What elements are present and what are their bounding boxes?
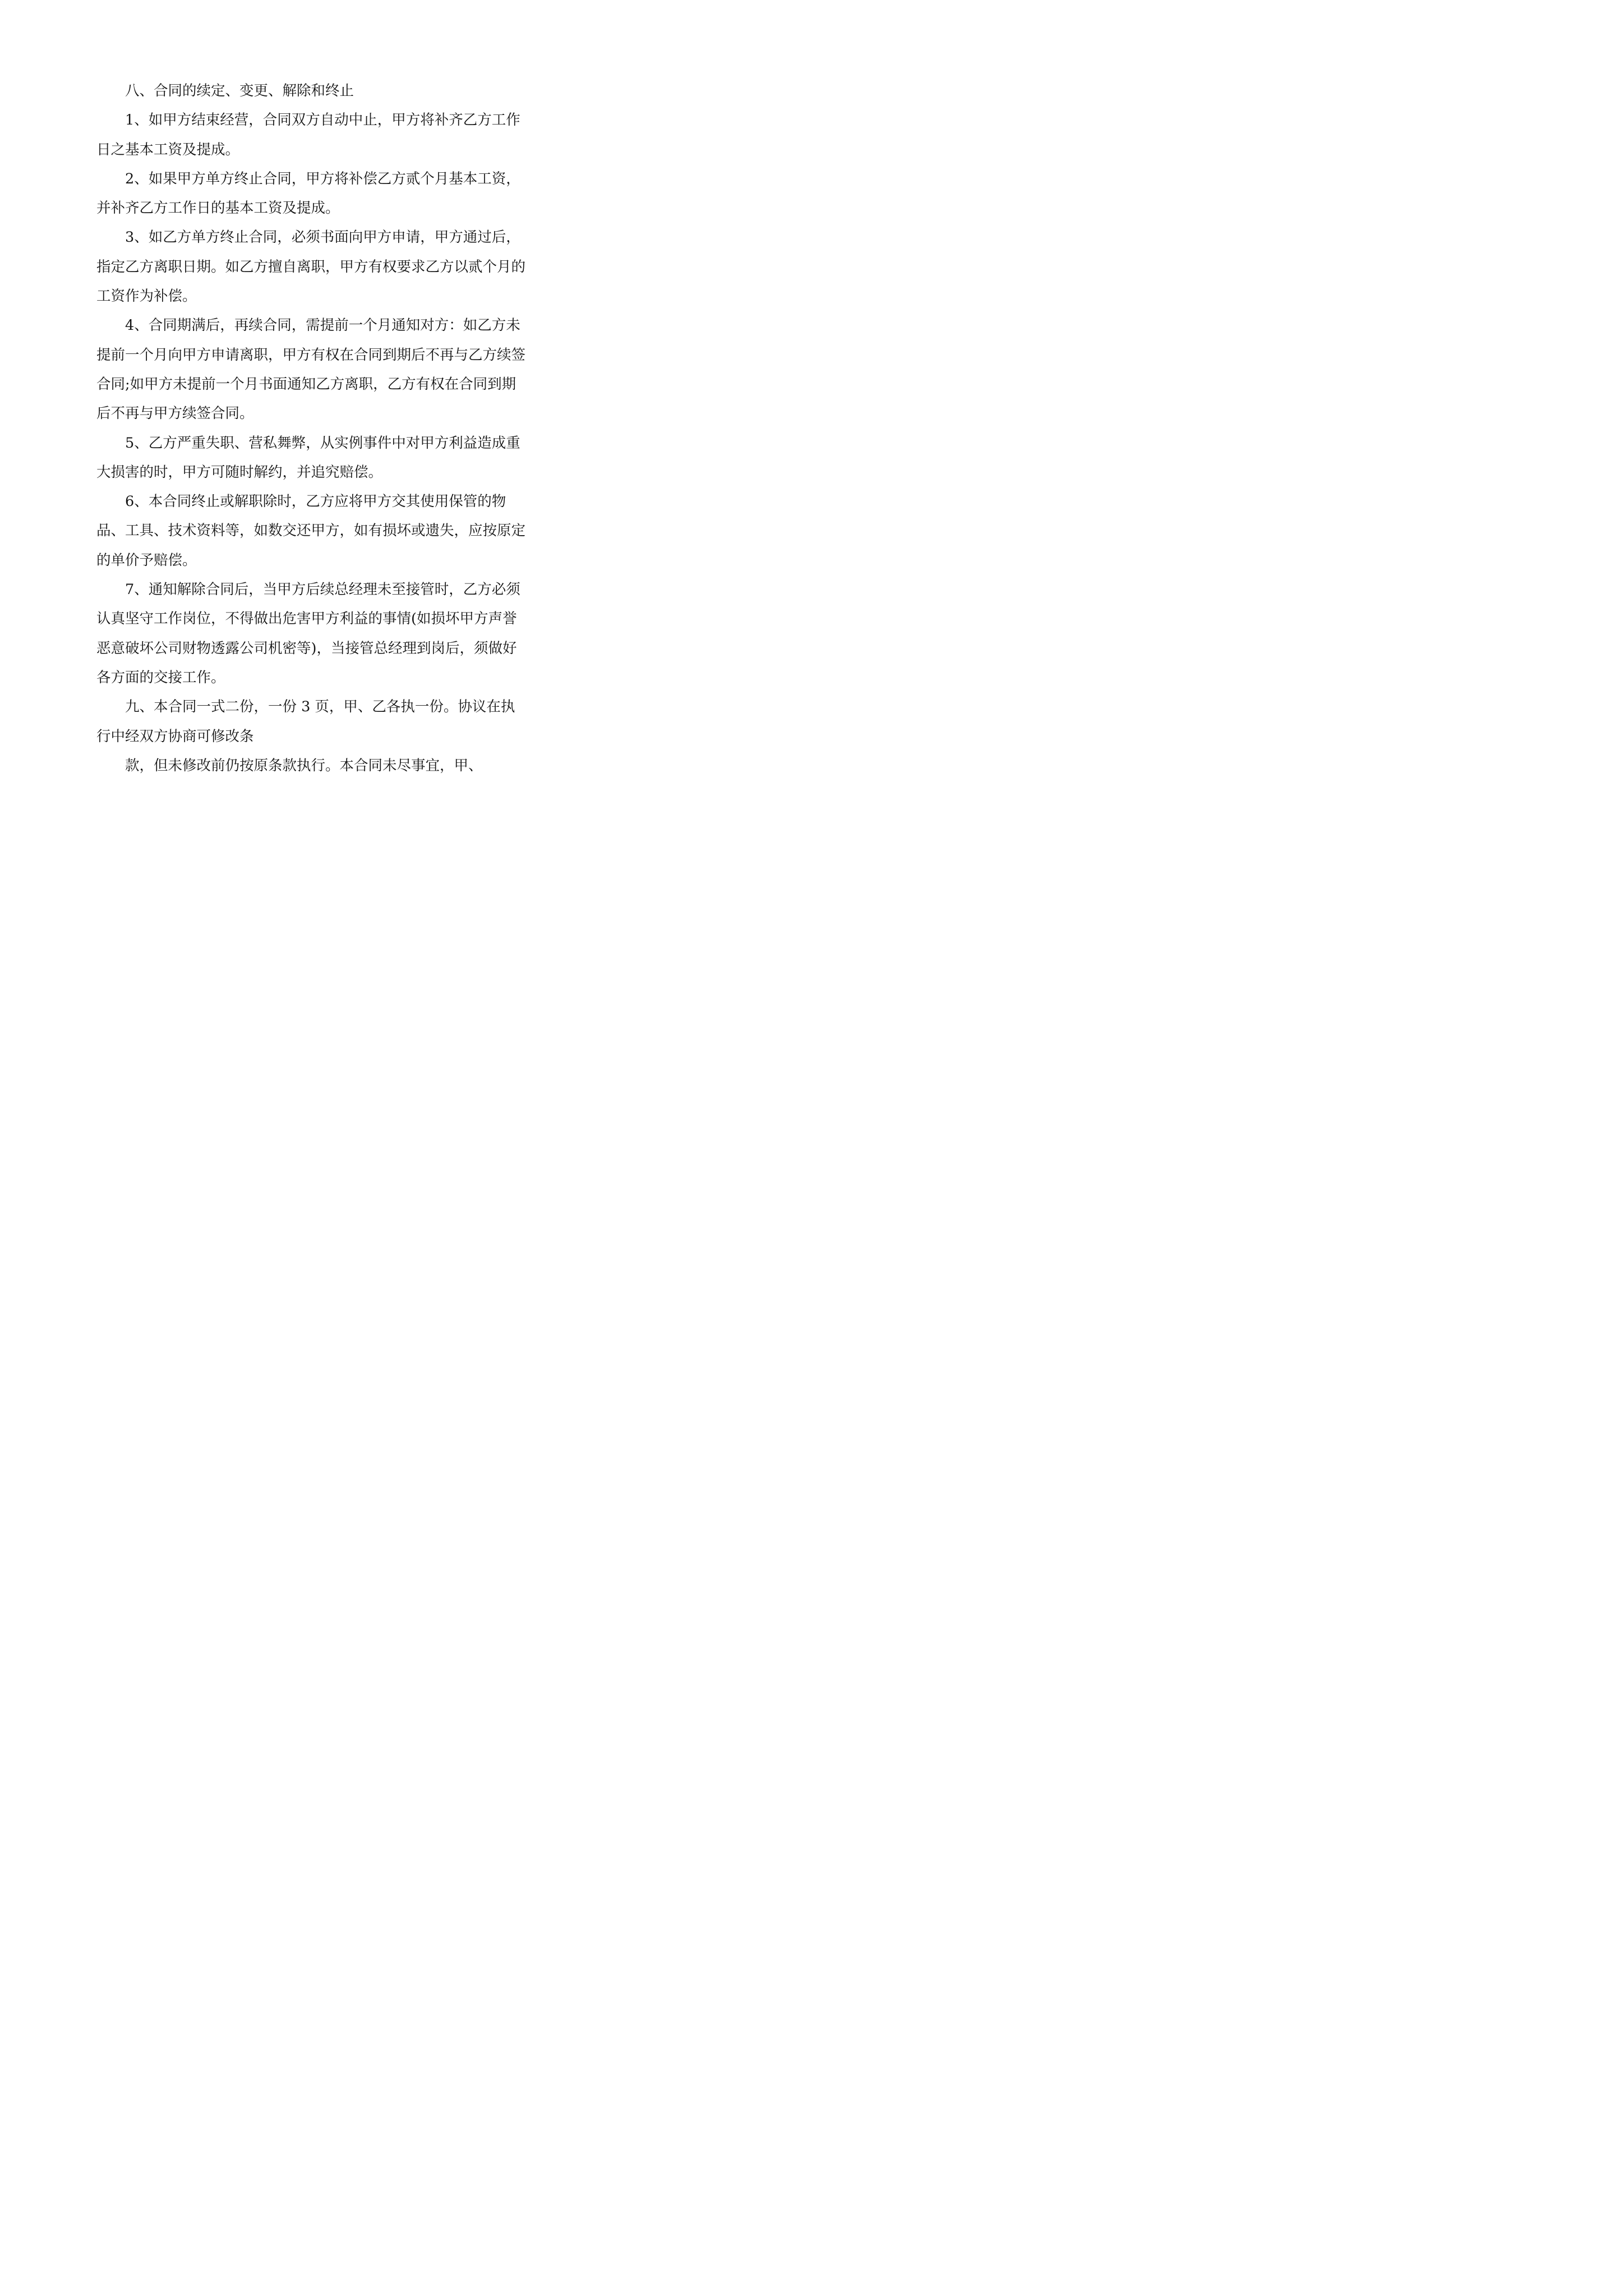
section-nine: 九、本合同一式二份，一份 3 页，甲、乙各执一份。协议在执行中经双方协商可修改条 <box>96 698 515 745</box>
clause-3: 3、如乙方单方终止合同，必须书面向甲方申请，甲方通过后，指定乙方离职日期。如乙方擅自离职，甲方有权要求乙方以贰个月的工资作为补偿。 <box>96 229 526 305</box>
clause-7: 7、通知解除合同后，当甲方后续总经理未至接管时，乙方必须认真坚守工作岗位，不得做出危害甲方利益的事情(如损坏甲方声誉恶意破坏公司财物透露公司机密等)，当接管总经理到岗后，须做好各方面的交接工作。 <box>96 581 520 686</box>
document-page <box>0 0 623 881</box>
section-nine-continued: 款，但未修改前仍按原条款执行。本合同未尽事宜，甲、 <box>125 757 483 774</box>
clause-4: 4、合同期满后，再续合同，需提前一个月通知对方：如乙方未提前一个月向甲方申请离职，甲方有权在合同到期后不再与乙方续签合同;如甲方未提前一个月书面通知乙方离职，乙方有权在合同到期后不再与甲方续签合同。 <box>96 317 526 422</box>
clause-6: 6、本合同终止或解职除时，乙方应将甲方交其使用保管的物品、工具、技术资料等，如数交还甲方，如有损坏或遗失，应按原定的单价予赔偿。 <box>96 493 526 569</box>
document-body <box>96 76 527 780</box>
clause-1: 1、如甲方结束经营，合同双方自动中止，甲方将补齐乙方工作日之基本工资及提成。 <box>96 112 520 158</box>
clause-5: 5、乙方严重失职、营私舞弊，从实例事件中对甲方利益造成重大损害的时，甲方可随时解约，并追究赔偿。 <box>96 434 520 481</box>
clause-2: 2、如果甲方单方终止合同，甲方将补偿乙方贰个月基本工资，并补齐乙方工作日的基本工资及提成。 <box>96 170 520 217</box>
section-heading: 八、合同的续定、变更、解除和终止 <box>125 82 354 99</box>
